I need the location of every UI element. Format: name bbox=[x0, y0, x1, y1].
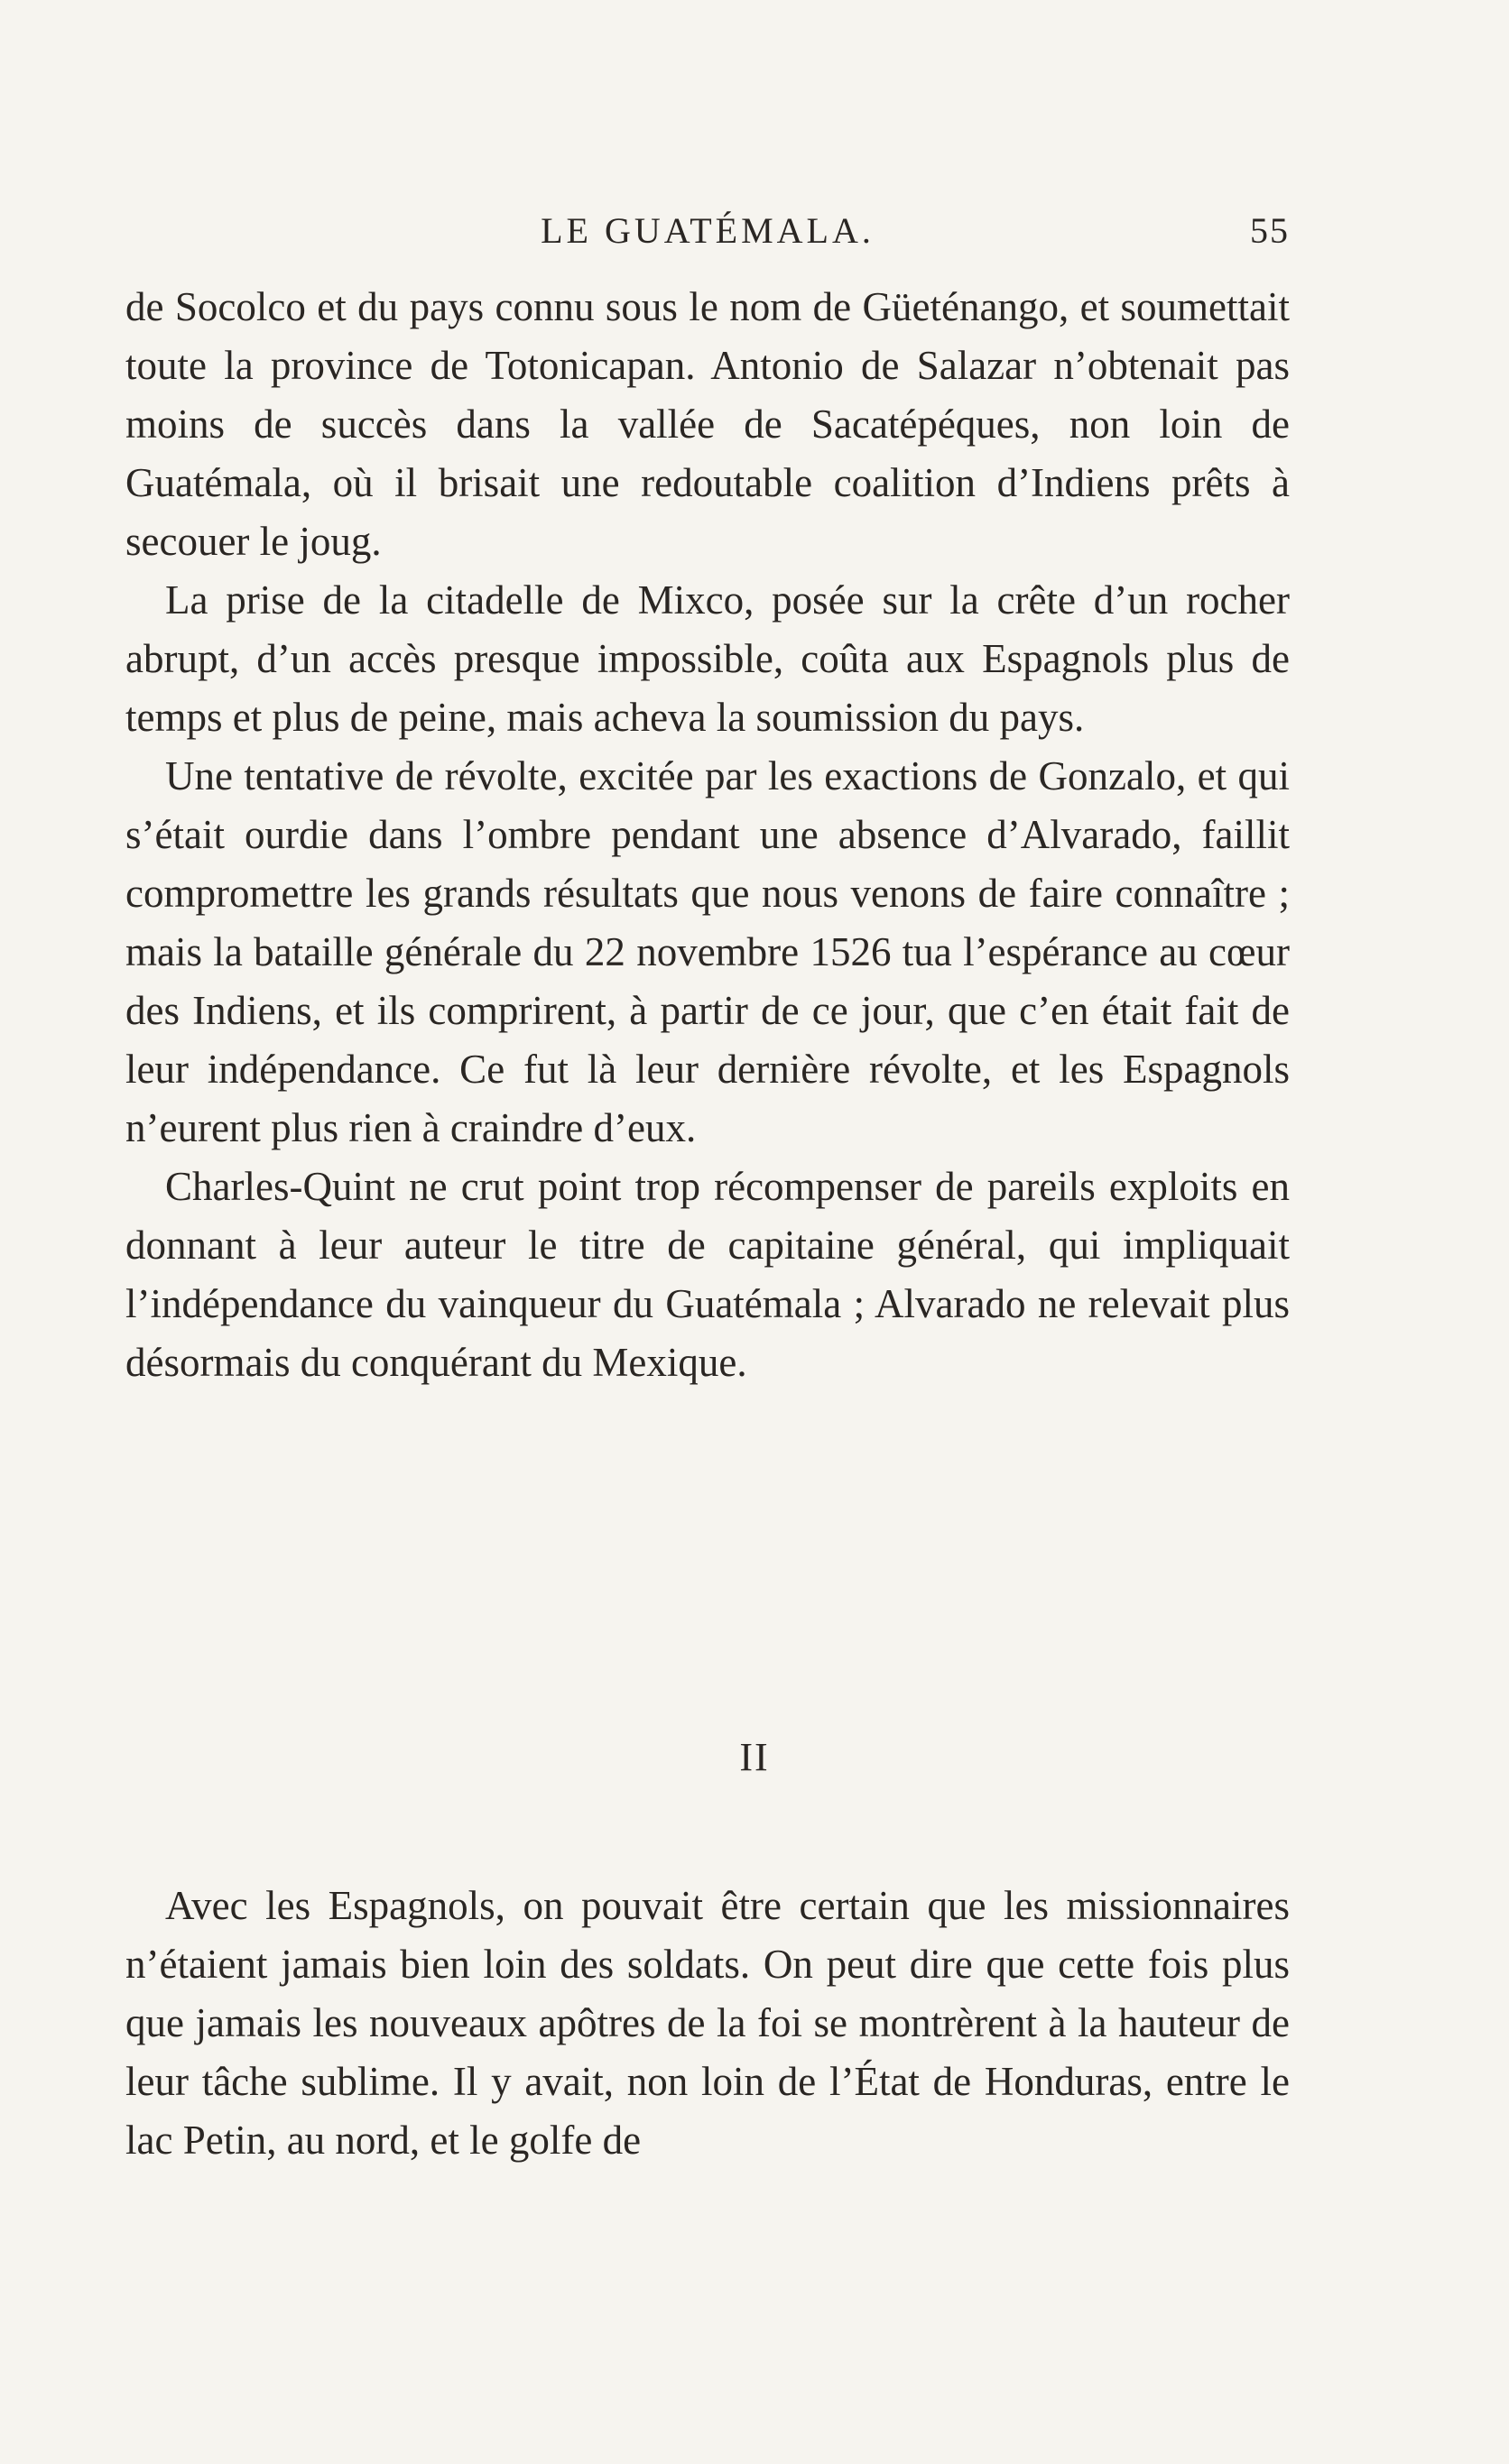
paragraph-2: La prise de la citadelle de Mixco, posée sur la crête d’un rocher abrupt, d’un accès presque impossible, coûta aux Espagnols plus de temps et plus de peine, mais acheva la soumission du pays. bbox=[125, 577, 1290, 740]
running-title: LE GUATÉMALA. bbox=[541, 210, 875, 251]
page-number: 55 bbox=[1250, 210, 1290, 251]
paragraph-3: Une tentative de révolte, excitée par les exactions de Gonzalo, et qui s’était ourdie dans l’ombre pendant une absence d’Alvarado, faillit compromettre les grands résultats que nous venons de faire connaître ; mais la bataille générale du 22 novembre 1526 tua l’espérance au cœur des Indiens, et ils comprirent, à partir de ce jour, que c’en était fait de leur indépendance. Ce fut là leur dernière révolte, et les Espagnols n’eurent plus rien à craindre d’eux. bbox=[125, 753, 1290, 1150]
paragraph-4: Charles-Quint ne crut point trop récompenser de pareils exploits en donnant à leur auteur le titre de capitaine général, qui impliquait l’indépendance du vainqueur du Guatémala ; Alvarado ne relevait plus désormais du conquérant du Mexique. bbox=[125, 1164, 1290, 1385]
section-paragraph-1: Avec les Espagnols, on pouvait être certain que les missionnaires n’étaient jamais bien loin des soldats. On peut dire que cette fois plus que jamais les nouveaux apôtres de la foi se montrèrent à la hauteur de leur tâche sublime. Il y avait, non loin de l’État de Honduras, entre le lac Petin, au nord, et le golfe de bbox=[125, 1883, 1290, 2163]
section-text bbox=[125, 1877, 1290, 2170]
paragraph-1: de Socolco et du pays connu sous le nom de Güeténango, et soumettait toute la province de Totonicapan. Antonio de Salazar n’obtenait pas moins de succès dans la vallée de Sacatépéques, non loin de Guatémala, où il brisait une redoutable coalition d’Indiens prêts à secouer le joug. bbox=[125, 284, 1290, 564]
section-number: II bbox=[739, 1735, 770, 1779]
running-head bbox=[125, 209, 1290, 263]
main-text bbox=[125, 278, 1290, 1392]
